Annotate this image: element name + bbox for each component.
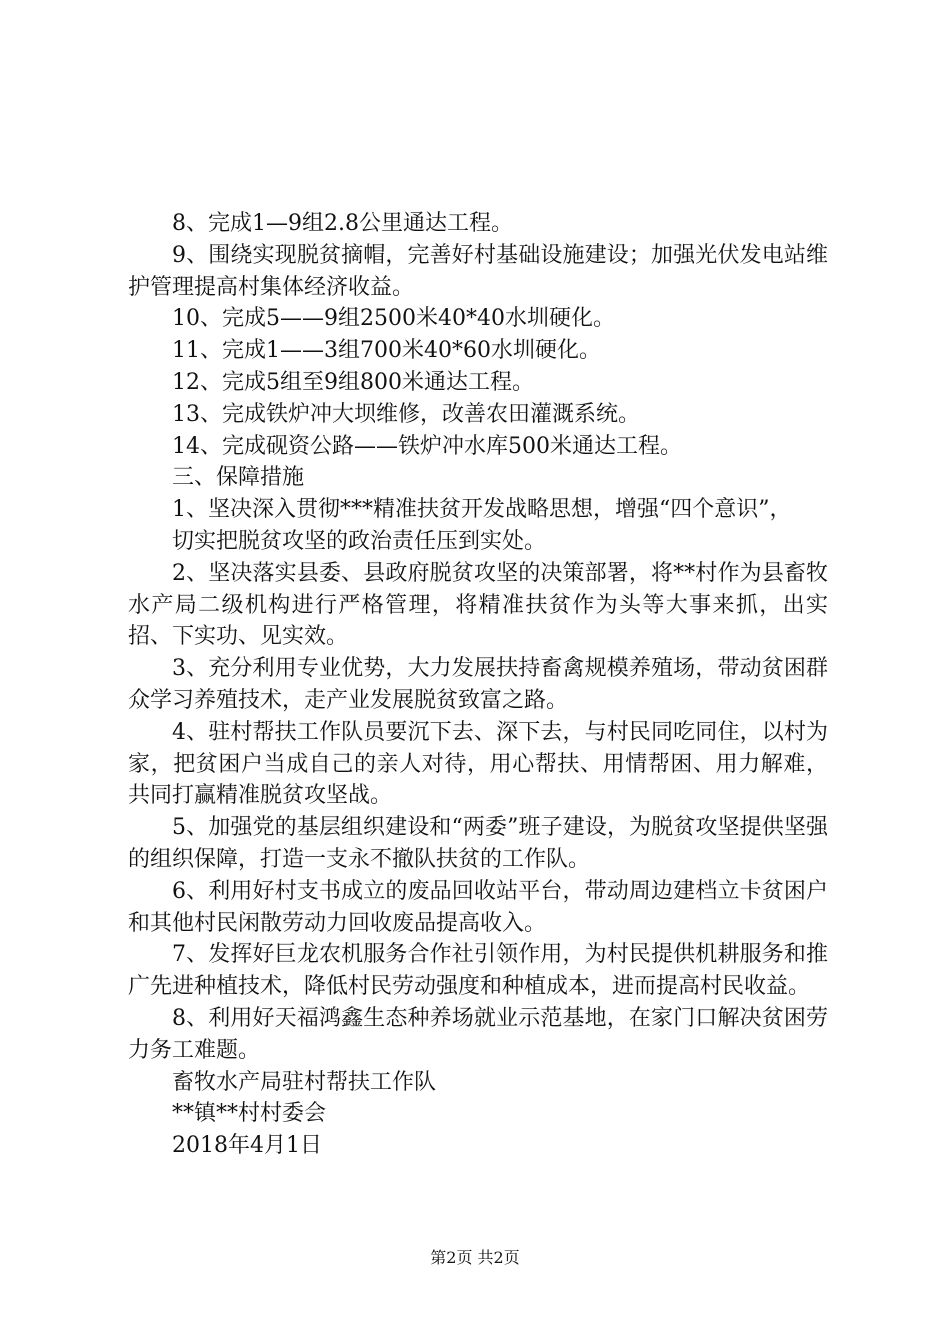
signature-committee: **镇**村村委会 [172,1101,327,1127]
section-heading-measures: 三、保障措施 [172,465,305,491]
item-14-highway: 14、完成砚资公路——铁炉冲水库500米通达工程。 [172,433,682,459]
signature-team: 畜牧水产局驻村帮扶工作队 [172,1069,437,1095]
measure-8: 8、利用好天福鸿鑫生态种养场就业示范基地，在家门口解决贫困劳力务工难题。 [128,1005,828,1063]
item-9-infrastructure: 9、围绕实现脱贫摘帽，完善好村基础设施建设；加强光伏发电站维护管理提高村集体经济收益。 [128,242,828,300]
measure-5: 5、加强党的基层组织建设和“两委”班子建设，为脱贫攻坚提供坚强的组织保障，打造一支永不撤队扶贫的工作队。 [128,815,828,872]
signature-date: 2018年4月1日 [172,1133,322,1159]
measure-1: 1、坚决深入贯彻***精准扶贫开发战略思想，增强“四个意识”， [172,497,792,523]
item-13-dam: 13、完成铁炉冲大坝维修，改善农田灌溉系统。 [172,401,640,427]
measure-6: 6、利用好村支书成立的废品回收站平台，带动周边建档立卡贫困户和其他村民闲散劳动力回收废品提高收入。 [128,878,828,936]
measure-4: 4、驻村帮扶工作队员要沉下去、深下去，与村民同吃同住，以村为家，把贫困户当成自己的亲人对待，用心帮扶、用情帮困、用力解难，共同打赢精准脱贫攻坚战。 [128,719,828,809]
measure-2: 2、坚决落实县委、县政府脱贫攻坚的决策部署，将**村作为县畜牧水产局二级机构进行严格管理，将精准扶贫作为头等大事来抓，出实招、下实功、见实效。 [128,560,828,650]
item-8-roads: 8、完成1—9组2.8公里通达工程。 [172,211,513,236]
measure-7: 7、发挥好巨龙农机服务合作社引领作用，为村民提供机耕服务和推广先进种植技术，降低村民劳动强度和种植成本，进而提高村民收益。 [128,942,828,1000]
measure-3: 3、充分利用专业优势，大力发展扶持畜禽规模养殖场，带动贫困群众学习养殖技术，走产业发展脱贫致富之路。 [128,656,828,713]
item-11-canal: 11、完成1——3组700米40*60水圳硬化。 [172,338,601,364]
measure-1-continued: 切实把脱贫攻坚的政治责任压到实处。 [172,528,547,554]
page-number: 第2页 共2页 [430,1248,520,1267]
item-12-roads: 12、完成5组至9组800米通达工程。 [172,369,534,395]
document-body [128,208,828,1162]
item-10-canal: 10、完成5——9组2500米40*40水圳硬化。 [172,306,615,332]
